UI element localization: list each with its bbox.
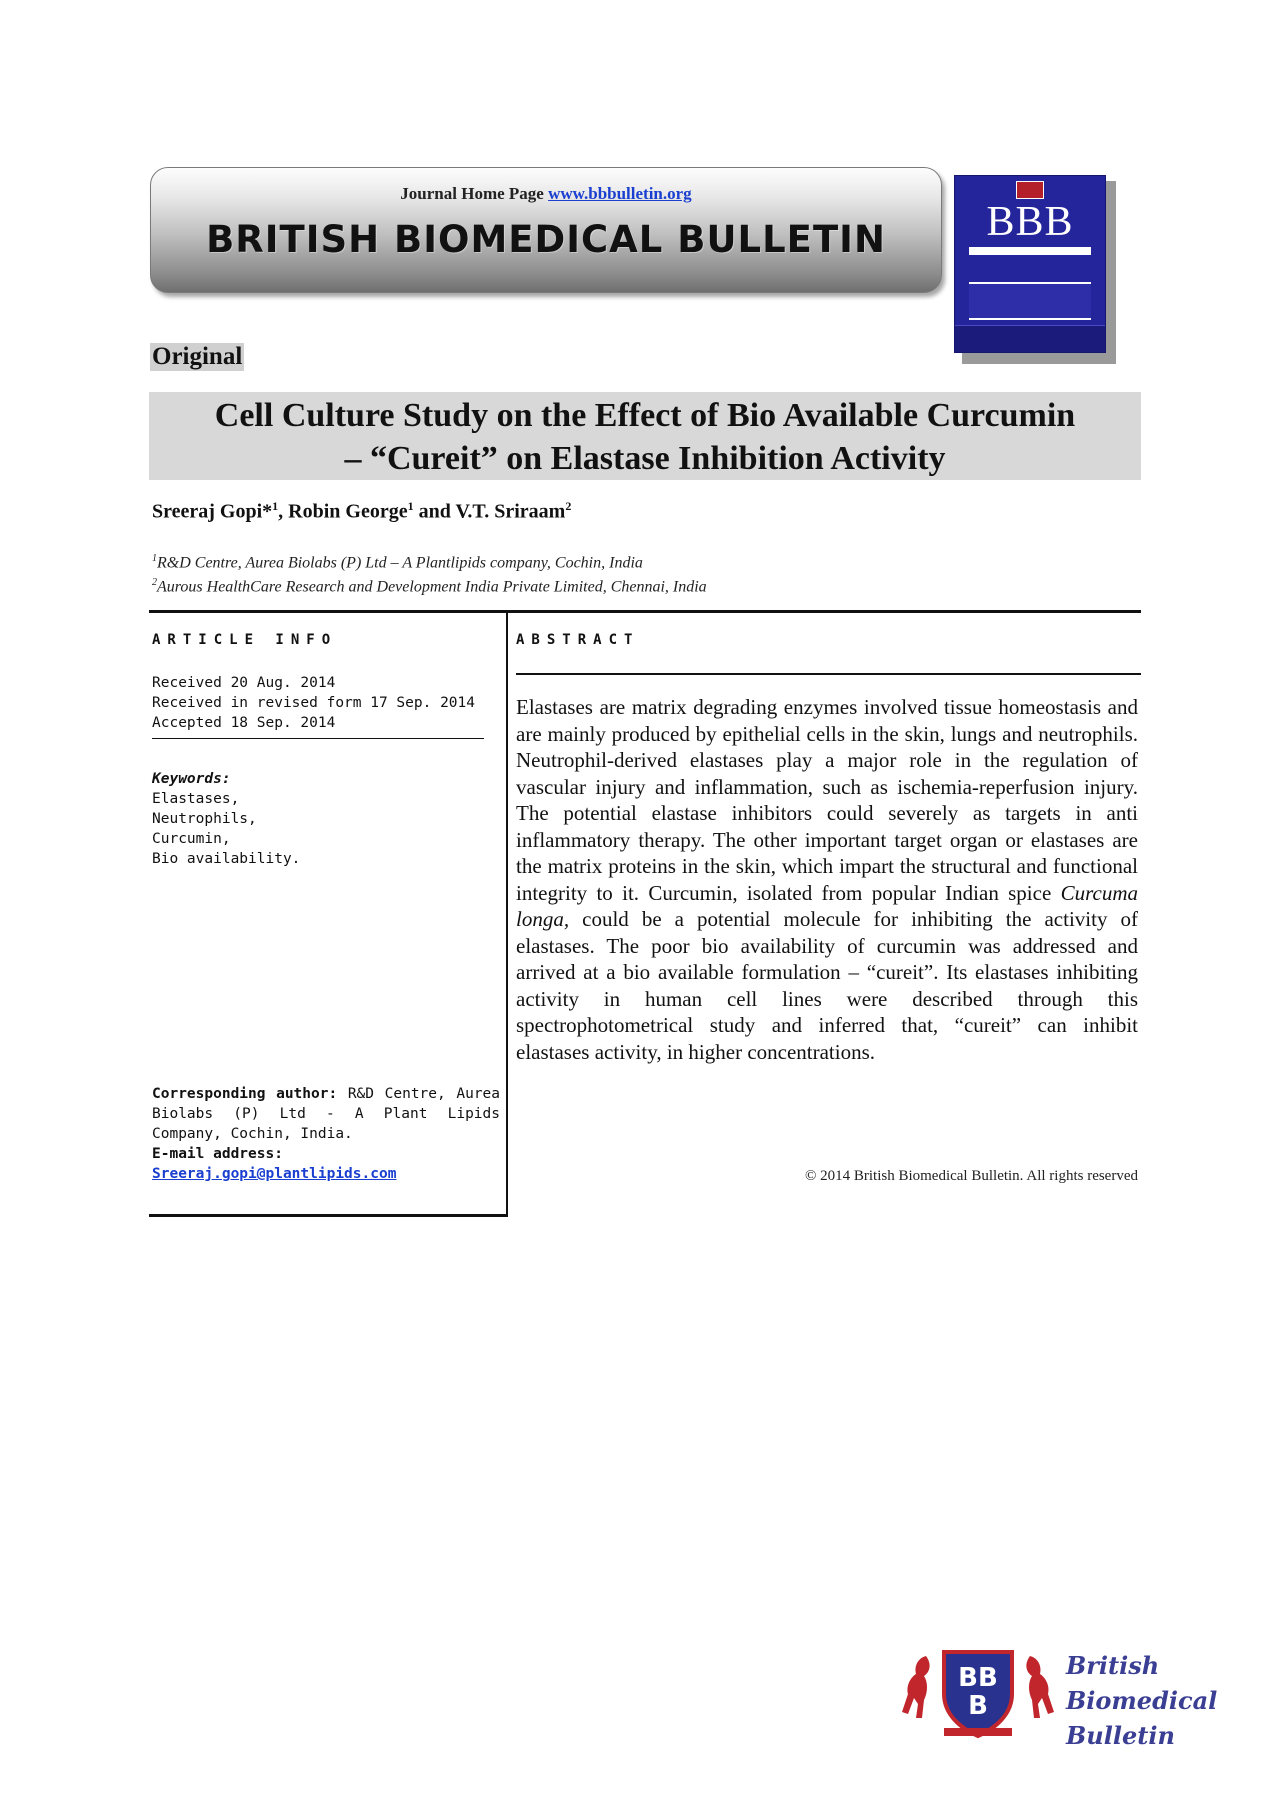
cover-editor-band bbox=[969, 282, 1091, 320]
title-line-1: Cell Culture Study on the Effect of Bio Available Curcumin bbox=[214, 397, 1076, 434]
affiliations bbox=[152, 549, 707, 598]
title-line-2: – “Cureit” on Elastase Inhibition Activity bbox=[344, 440, 946, 477]
abstract-heading-rule bbox=[516, 673, 1141, 675]
abstract-part-1: Elastases are matrix degrading enzymes involved tissue homeostasis and are mainly produced by epithelial cells in the skin, lungs and neutrophils. Neutrophil-derived elastases play a major role in the regulation of vascular injury and inflammation, such as ischemia-reperfusion injury. The potential elastase inhibitors could severely as targets in anti inflammatory therapy. The other important target organ or elastases are the matrix proteins in the skin, which impart the structural and functional integrity to it. Curcumin, isolated from popular Indian spice bbox=[516, 695, 1138, 905]
article-type-label: Original bbox=[152, 343, 243, 370]
abstract-heading: ABSTRACT bbox=[516, 632, 640, 648]
affiliation-item bbox=[152, 549, 707, 573]
article-dates bbox=[152, 673, 475, 733]
article-title bbox=[149, 394, 1141, 480]
journal-home-line bbox=[151, 184, 941, 204]
abstract-part-2: could be a potential molecule for inhibiting the activity of elastases. The poor bio availability of curcumin was addressed and arrived at a bio available formulation – “cureit”. Its elastases inhibiting activity in human cell lines were described through this spectrophotometrical study and inferred that, “cureit” can inhibit elastases activity, in higher concentrations. bbox=[516, 907, 1138, 1064]
author-affil-sup: 2 bbox=[565, 499, 572, 513]
cover-crest-icon bbox=[1016, 181, 1044, 199]
affiliation-item bbox=[152, 573, 707, 597]
journal-home-link[interactable]: www.bbbulletin.org bbox=[548, 184, 692, 203]
corresponding-author-block bbox=[152, 1084, 500, 1184]
footer-logo bbox=[896, 1644, 1218, 1750]
author-list bbox=[152, 499, 571, 524]
email-link[interactable]: Sreeraj.gopi@plantlipids.com bbox=[152, 1166, 397, 1182]
affiliation-sup: 2 bbox=[152, 577, 157, 589]
info-dates-rule bbox=[152, 738, 484, 739]
title-box bbox=[149, 392, 1141, 480]
shield-letters-top: BB bbox=[958, 1663, 998, 1693]
keyword-item: Elastases, bbox=[152, 791, 240, 807]
article-info-heading: ARTICLE INFO bbox=[152, 632, 338, 648]
author-affil-sup: 1 bbox=[272, 499, 279, 513]
keyword-item: Bio availability. bbox=[152, 851, 301, 867]
keyword-item: Neutrophils, bbox=[152, 811, 257, 827]
author-name: V.T. Sriraam bbox=[455, 500, 566, 523]
author-name: Robin George bbox=[288, 500, 408, 523]
cover-footer bbox=[955, 325, 1105, 352]
home-page-label: Journal Home Page bbox=[400, 184, 544, 203]
keywords-block bbox=[152, 769, 300, 869]
author-affil-sup: 1 bbox=[407, 499, 414, 513]
corresponding-text: R&D Centre, Aurea Biolabs (P) Ltd - A Plant Lipids Company, Cochin, India. bbox=[152, 1086, 501, 1142]
accepted-date: Accepted 18 Sep. 2014 bbox=[152, 715, 336, 731]
affiliation-sup: 1 bbox=[152, 553, 157, 564]
abstract-text bbox=[516, 694, 1138, 1065]
logo-line: British bbox=[1066, 1651, 1160, 1680]
journal-cover-image bbox=[954, 175, 1106, 353]
rearing-horse-left-icon bbox=[896, 1652, 936, 1722]
keyword-item: Curcumin, bbox=[152, 831, 231, 847]
keywords-label: Keywords: bbox=[152, 771, 231, 787]
abstract-species: Curcuma longa, bbox=[516, 880, 1138, 931]
bottom-divider bbox=[149, 1214, 506, 1217]
column-divider bbox=[506, 610, 508, 1217]
logo-line: Biomedical bbox=[1066, 1686, 1218, 1715]
logo-line: Bulletin bbox=[1066, 1721, 1175, 1750]
author-name: Sreeraj Gopi* bbox=[152, 500, 273, 523]
shield-letters-bottom: B bbox=[968, 1691, 988, 1721]
rearing-horse-right-icon bbox=[1020, 1652, 1060, 1722]
corresponding-label: Corresponding author: bbox=[152, 1086, 338, 1102]
received-date: Received 20 Aug. 2014 bbox=[152, 675, 336, 691]
email-label: E-mail address: bbox=[152, 1146, 283, 1162]
journal-name: BRITISH BIOMEDICAL BULLETIN bbox=[206, 218, 886, 261]
author-and: and bbox=[413, 500, 456, 523]
affiliation-text: Aurous HealthCare Research and Development India Private Limited, Chennai, India bbox=[157, 578, 707, 596]
cover-title: BBB bbox=[986, 199, 1074, 245]
affiliation-text: R&D Centre, Aurea Biolabs (P) Ltd – A Plantlipids company, Cochin, India bbox=[157, 554, 643, 572]
cover-band bbox=[969, 247, 1091, 255]
top-divider bbox=[149, 610, 1141, 613]
author-separator: , bbox=[278, 500, 289, 523]
logo-wordmark bbox=[1066, 1648, 1217, 1753]
journal-banner bbox=[150, 167, 942, 293]
revised-date: Received in revised form 17 Sep. 2014 bbox=[152, 695, 476, 711]
copyright-notice: © 2014 British Biomedical Bulletin. All rights reserved bbox=[804, 1168, 1138, 1184]
bbb-shield-icon bbox=[938, 1648, 1018, 1740]
